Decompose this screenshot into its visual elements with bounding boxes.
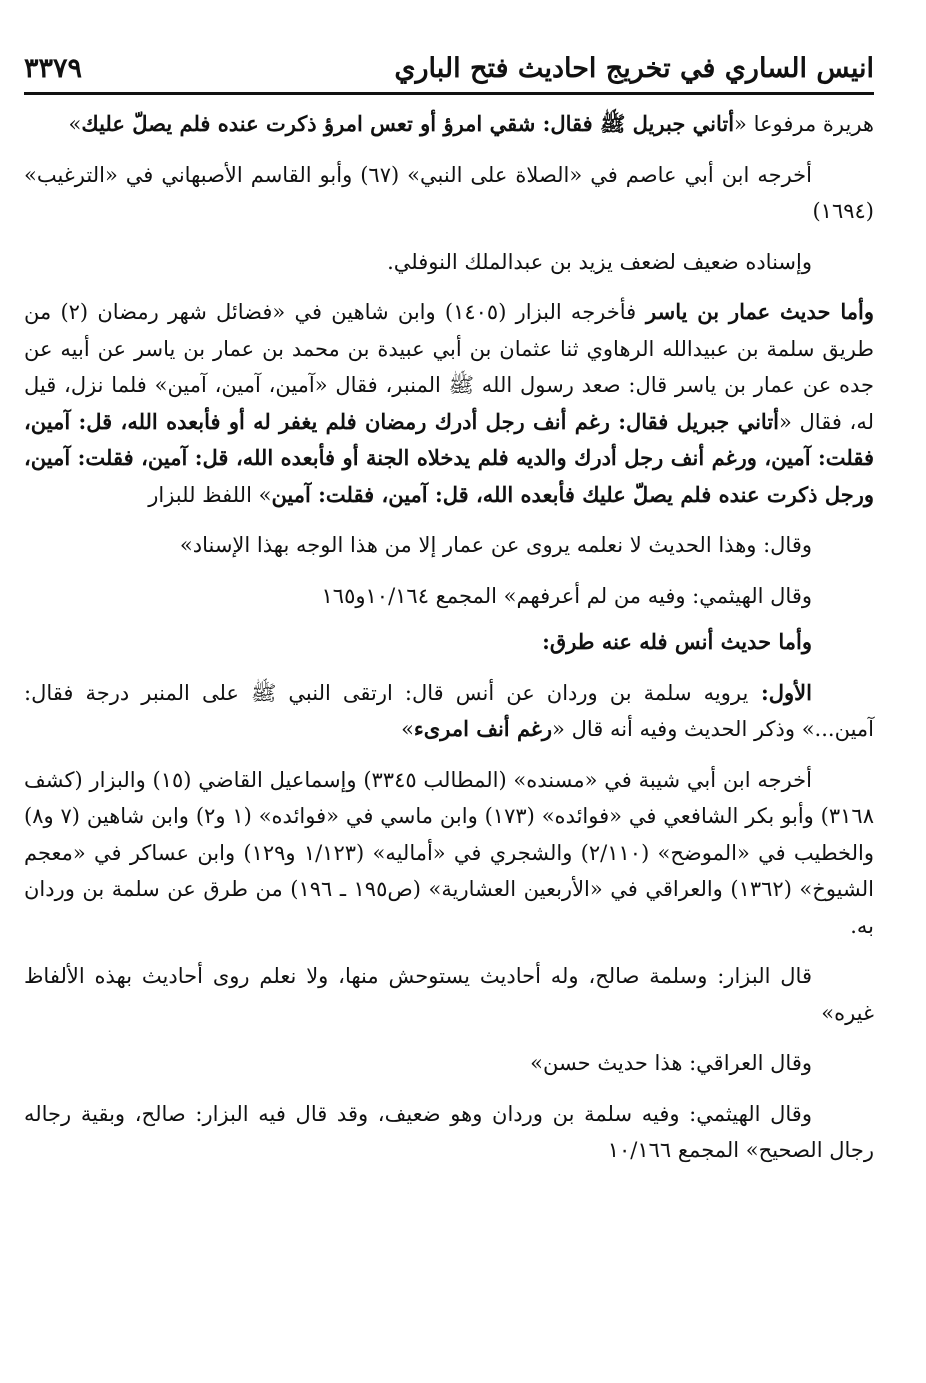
- text-segment: قال البزار: وسلمة صالح، وله أحاديث يستوحش منها، ولا نعلم روى أحاديث بهذه الألفاظ غيره»: [24, 964, 874, 1025]
- section-heading: الأول:: [748, 679, 812, 705]
- header-rule: [24, 92, 874, 95]
- hadith-text: رغم أنف امرىء: [413, 716, 553, 741]
- text-segment: وقال الهيثمي: وفيه سلمة بن وردان وهو ضعيف، وقد قال فيه البزار: صالح، وبقية رجاله رجال الصحيح» المجمع ١٠/١٦٦: [24, 1101, 874, 1162]
- text-segment: وقال العراقي: هذا حديث حسن»: [530, 1051, 812, 1075]
- hadith-text: أتاني جبريل ﷺ فقال: شقي امرؤ أو تعس امرؤ ذكرت عنده فلم يصلّ عليك: [81, 111, 735, 136]
- hadith-text: أتاني جبريل فقال: رغم أنف رجل أدرك رمضان فلم يغفر له أو فأبعده الله، قل: آمين، فقلت: آمين، ورغم أنف رجل أدرك والديه فلم يدخلاه الجنة أو فأبعده الله، قل: آمين، فقلت: آمين، ورجل ذكرت عنده فلم يصلّ عليك فأبعده الله، قل: آمين، فقلت: آمين: [24, 408, 874, 507]
- paragraph: [24, 1045, 874, 1082]
- text-segment: هريرة مرفوعا «: [734, 112, 874, 136]
- paragraph: [24, 578, 874, 615]
- text-segment: يرويه سلمة بن وردان عن أنس قال: ارتقى النبي ﷺ على المنبر درجة فقال: آمين...» وذكر الحديث وفيه أنه قال «: [24, 680, 874, 741]
- running-header: [24, 44, 874, 90]
- text-segment: »: [68, 112, 82, 136]
- paragraph: [24, 1096, 874, 1169]
- paragraph: [24, 294, 874, 513]
- paragraph: [24, 675, 874, 748]
- text-segment: أخرجه ابن أبي شيبة في «مسنده» (المطالب ٣٣٤٥) وإسماعيل القاضي (١٥) والبزار (كشف ٣١٦٨) وأبو بكر الشافعي في «فوائده» (١٧٣) وابن ماسي في «فوائده» (١ و٢) وابن شاهين (٧ و٨) والخطيب في «الموضح» (٢/١١٠) والشجري في «أماليه» (١/١٢٣ و١٢٩) وابن عساكر في «معجم الشيوخ» (١٣٦٢) والعراقي في «الأربعين العشارية» (ص١٩٥ ـ ١٩٦) من طرق عن سلمة بن وردان به.: [24, 767, 874, 938]
- paragraph: [24, 624, 874, 661]
- page-number: ٣٣٧٩: [24, 53, 83, 84]
- paragraph: [24, 244, 874, 281]
- text-segment: وقال الهيثمي: وفيه من لم أعرفهم» المجمع ١٠/١٦٤و١٦٥: [321, 583, 812, 608]
- text-segment: » اللفظ للبزار: [148, 482, 272, 507]
- section-heading: وأما حديث عمار بن ياسر: [636, 299, 874, 324]
- text-segment: أخرجه ابن أبي عاصم في «الصلاة على النبي» (٦٧) وأبو القاسم الأصبهاني في «الترغيب» (١٦٩٤): [24, 162, 874, 223]
- text-segment: وقال: وهذا الحديث لا نعلمه يروى عن عمار إلا من هذا الوجه بهذا الإسناد»: [179, 533, 812, 557]
- page-body: [24, 106, 874, 1183]
- section-heading: وأما حديث أنس فله عنه طرق:: [542, 629, 812, 654]
- text-segment: فأخرجه البزار (١٤٠٥) وابن شاهين في «فضائل شهر رمضان (٢) من طريق سلمة بن عبيدالله الرهاوي ثنا عثمان بن أبي عبيدة بن محمد بن عمار بن ياسر عن أبيه عن جده عن عمار بن ياسر قال: صعد رسول الله ﷺ المنبر، فقال «آمين، آمين، آمين» فلما نزل، قيل له، فقال «: [24, 300, 874, 434]
- text-segment: وإسناده ضعيف لضعف يزيد بن عبدالملك النوفلي.: [387, 249, 812, 274]
- text-segment: »: [401, 717, 414, 741]
- paragraph: [24, 527, 874, 564]
- paragraph: [24, 157, 874, 230]
- header-title: انيس الساري في تخريج احاديث فتح الباري: [394, 53, 874, 84]
- paragraph: [24, 106, 874, 143]
- paragraph: [24, 762, 874, 945]
- paragraph: [24, 958, 874, 1031]
